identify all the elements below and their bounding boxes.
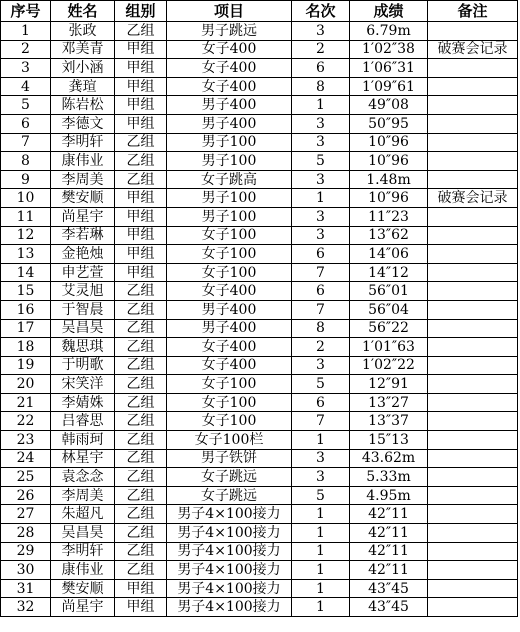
cell-event: 男子4×100接力	[167, 598, 292, 617]
cell-name: 宋笑洋	[51, 375, 115, 394]
cell-group: 甲组	[115, 245, 167, 264]
cell-score: 43″45	[350, 579, 428, 598]
cell-rank: 1	[292, 431, 350, 450]
cell-event: 男子400	[167, 96, 292, 115]
cell-name: 艾灵旭	[51, 282, 115, 301]
cell-score: 1.48m	[350, 170, 428, 189]
cell-rank: 1	[292, 524, 350, 543]
cell-group: 乙组	[115, 319, 167, 338]
cell-group: 甲组	[115, 207, 167, 226]
cell-rank: 1	[292, 598, 350, 617]
cell-rank: 2	[292, 40, 350, 59]
cell-event: 女子100	[167, 412, 292, 431]
cell-group: 乙组	[115, 300, 167, 319]
cell-rank: 1	[292, 96, 350, 115]
cell-rank: 5	[292, 486, 350, 505]
cell-no: 13	[1, 245, 51, 264]
cell-no: 7	[1, 133, 51, 152]
cell-event: 男子100	[167, 207, 292, 226]
cell-note	[428, 449, 518, 468]
cell-note	[428, 22, 518, 41]
cell-note	[428, 263, 518, 282]
cell-no: 11	[1, 207, 51, 226]
cell-event: 男子100	[167, 133, 292, 152]
cell-group: 乙组	[115, 22, 167, 41]
cell-event: 女子100	[167, 375, 292, 394]
cell-score: 11″23	[350, 207, 428, 226]
cell-name: 陈岩松	[51, 96, 115, 115]
cell-rank: 1	[292, 542, 350, 561]
cell-note	[428, 319, 518, 338]
cell-name: 刘小涵	[51, 59, 115, 78]
cell-group: 乙组	[115, 338, 167, 357]
cell-event: 女子400	[167, 40, 292, 59]
cell-score: 12″91	[350, 375, 428, 394]
table-row	[1, 189, 518, 208]
cell-rank: 5	[292, 152, 350, 171]
cell-group: 甲组	[115, 114, 167, 133]
cell-note	[428, 561, 518, 580]
cell-score: 6.79m	[350, 22, 428, 41]
column-header-note: 备注	[428, 1, 518, 22]
cell-event: 女子跳高	[167, 170, 292, 189]
cell-no: 32	[1, 598, 51, 617]
cell-note	[428, 226, 518, 245]
cell-no: 31	[1, 579, 51, 598]
cell-rank: 3	[292, 170, 350, 189]
table-row	[1, 152, 518, 171]
cell-group: 甲组	[115, 59, 167, 78]
cell-score: 14″06	[350, 245, 428, 264]
cell-note	[428, 393, 518, 412]
table-row	[1, 114, 518, 133]
table-row	[1, 170, 518, 189]
table-row	[1, 40, 518, 59]
cell-group: 甲组	[115, 40, 167, 59]
column-header-group: 组别	[115, 1, 167, 22]
cell-no: 28	[1, 524, 51, 543]
cell-event: 女子100	[167, 263, 292, 282]
cell-note	[428, 245, 518, 264]
cell-no: 29	[1, 542, 51, 561]
cell-group: 乙组	[115, 152, 167, 171]
cell-rank: 6	[292, 59, 350, 78]
cell-rank: 3	[292, 114, 350, 133]
cell-group: 甲组	[115, 77, 167, 96]
cell-name: 金艳烛	[51, 245, 115, 264]
cell-rank: 6	[292, 245, 350, 264]
cell-rank: 1	[292, 579, 350, 598]
cell-no: 22	[1, 412, 51, 431]
cell-no: 5	[1, 96, 51, 115]
cell-score: 1′06″31	[350, 59, 428, 78]
cell-name: 韩雨珂	[51, 431, 115, 450]
cell-group: 甲组	[115, 579, 167, 598]
column-header-event: 项目	[167, 1, 292, 22]
cell-event: 女子100栏	[167, 431, 292, 450]
cell-name: 林星宇	[51, 449, 115, 468]
table-row	[1, 338, 518, 357]
cell-score: 1′02″22	[350, 356, 428, 375]
table-header	[1, 1, 518, 22]
cell-note	[428, 598, 518, 617]
cell-no: 15	[1, 282, 51, 301]
cell-rank: 6	[292, 393, 350, 412]
cell-name: 李若琳	[51, 226, 115, 245]
table-row	[1, 263, 518, 282]
cell-name: 龚瑄	[51, 77, 115, 96]
header-row	[1, 1, 518, 22]
cell-event: 男子100	[167, 152, 292, 171]
cell-rank: 1	[292, 561, 350, 580]
table-row	[1, 393, 518, 412]
cell-score: 43″45	[350, 598, 428, 617]
cell-name: 李明轩	[51, 542, 115, 561]
cell-name: 康伟业	[51, 561, 115, 580]
cell-score: 56″04	[350, 300, 428, 319]
cell-group: 甲组	[115, 263, 167, 282]
table-row	[1, 245, 518, 264]
cell-rank: 2	[292, 338, 350, 357]
cell-rank: 3	[292, 207, 350, 226]
cell-name: 吴昌昊	[51, 319, 115, 338]
cell-name: 樊安顺	[51, 189, 115, 208]
cell-event: 男子4×100接力	[167, 524, 292, 543]
cell-score: 4.95m	[350, 486, 428, 505]
cell-name: 尚星宇	[51, 207, 115, 226]
table-row	[1, 300, 518, 319]
table-row	[1, 524, 518, 543]
cell-group: 乙组	[115, 412, 167, 431]
cell-rank: 3	[292, 226, 350, 245]
cell-note	[428, 96, 518, 115]
cell-group: 乙组	[115, 542, 167, 561]
cell-group: 乙组	[115, 524, 167, 543]
cell-note	[428, 468, 518, 487]
cell-event: 男子跳远	[167, 22, 292, 41]
cell-score: 10″96	[350, 133, 428, 152]
cell-no: 23	[1, 431, 51, 450]
cell-group: 乙组	[115, 486, 167, 505]
cell-score: 5.33m	[350, 468, 428, 487]
cell-name: 尚星宇	[51, 598, 115, 617]
cell-no: 20	[1, 375, 51, 394]
cell-rank: 1	[292, 189, 350, 208]
column-header-name: 姓名	[51, 1, 115, 22]
cell-name: 康伟业	[51, 152, 115, 171]
cell-score: 13″27	[350, 393, 428, 412]
cell-name: 李德文	[51, 114, 115, 133]
cell-group: 乙组	[115, 170, 167, 189]
cell-score: 13″62	[350, 226, 428, 245]
cell-no: 12	[1, 226, 51, 245]
cell-event: 女子100	[167, 245, 292, 264]
cell-score: 10″96	[350, 189, 428, 208]
cell-event: 男子铁饼	[167, 449, 292, 468]
table-body	[1, 22, 518, 617]
cell-score: 13″37	[350, 412, 428, 431]
cell-score: 1′01″63	[350, 338, 428, 357]
cell-name: 袁念念	[51, 468, 115, 487]
cell-note	[428, 114, 518, 133]
cell-rank: 3	[292, 449, 350, 468]
cell-note	[428, 338, 518, 357]
cell-no: 17	[1, 319, 51, 338]
cell-note	[428, 170, 518, 189]
cell-score: 42″11	[350, 542, 428, 561]
table-row	[1, 59, 518, 78]
cell-no: 3	[1, 59, 51, 78]
cell-rank: 6	[292, 282, 350, 301]
cell-group: 乙组	[115, 449, 167, 468]
cell-rank: 7	[292, 412, 350, 431]
cell-group: 乙组	[115, 133, 167, 152]
cell-note	[428, 133, 518, 152]
cell-rank: 3	[292, 468, 350, 487]
cell-rank: 3	[292, 133, 350, 152]
cell-note	[428, 207, 518, 226]
cell-group: 甲组	[115, 598, 167, 617]
cell-score: 56″22	[350, 319, 428, 338]
cell-rank: 7	[292, 300, 350, 319]
cell-event: 女子400	[167, 59, 292, 78]
cell-no: 24	[1, 449, 51, 468]
cell-score: 42″11	[350, 561, 428, 580]
table-row	[1, 468, 518, 487]
cell-group: 乙组	[115, 468, 167, 487]
table-row	[1, 226, 518, 245]
cell-group: 甲组	[115, 226, 167, 245]
cell-group: 甲组	[115, 189, 167, 208]
cell-event: 女子跳远	[167, 486, 292, 505]
cell-note	[428, 579, 518, 598]
cell-no: 30	[1, 561, 51, 580]
cell-rank: 1	[292, 505, 350, 524]
cell-rank: 8	[292, 77, 350, 96]
cell-no: 18	[1, 338, 51, 357]
cell-note	[428, 542, 518, 561]
cell-score: 43.62m	[350, 449, 428, 468]
cell-rank: 7	[292, 263, 350, 282]
cell-no: 8	[1, 152, 51, 171]
cell-group: 甲组	[115, 96, 167, 115]
cell-name: 魏思琪	[51, 338, 115, 357]
cell-name: 于明歌	[51, 356, 115, 375]
cell-no: 6	[1, 114, 51, 133]
table-row	[1, 598, 518, 617]
cell-event: 男子400	[167, 319, 292, 338]
cell-group: 乙组	[115, 561, 167, 580]
cell-event: 男子4×100接力	[167, 505, 292, 524]
cell-event: 女子400	[167, 356, 292, 375]
cell-note	[428, 59, 518, 78]
cell-group: 乙组	[115, 505, 167, 524]
column-header-score: 成绩	[350, 1, 428, 22]
table-row	[1, 579, 518, 598]
cell-rank: 3	[292, 356, 350, 375]
table-row	[1, 449, 518, 468]
cell-score: 10″96	[350, 152, 428, 171]
cell-no: 19	[1, 356, 51, 375]
cell-name: 李明轩	[51, 133, 115, 152]
cell-group: 乙组	[115, 375, 167, 394]
cell-score: 42″11	[350, 524, 428, 543]
cell-note	[428, 300, 518, 319]
cell-event: 男子4×100接力	[167, 579, 292, 598]
cell-note	[428, 431, 518, 450]
cell-score: 49″08	[350, 96, 428, 115]
cell-group: 乙组	[115, 431, 167, 450]
cell-note	[428, 375, 518, 394]
cell-event: 女子400	[167, 282, 292, 301]
cell-event: 女子400	[167, 338, 292, 357]
cell-note	[428, 152, 518, 171]
table-row	[1, 431, 518, 450]
cell-note	[428, 505, 518, 524]
table-row	[1, 561, 518, 580]
cell-no: 9	[1, 170, 51, 189]
cell-name: 樊安顺	[51, 579, 115, 598]
cell-name: 张政	[51, 22, 115, 41]
cell-group: 乙组	[115, 393, 167, 412]
cell-no: 26	[1, 486, 51, 505]
cell-no: 4	[1, 77, 51, 96]
cell-rank: 3	[292, 22, 350, 41]
cell-no: 27	[1, 505, 51, 524]
cell-score: 14″12	[350, 263, 428, 282]
cell-no: 14	[1, 263, 51, 282]
cell-score: 56″01	[350, 282, 428, 301]
table-row	[1, 96, 518, 115]
cell-event: 男子400	[167, 300, 292, 319]
table-row	[1, 133, 518, 152]
table-row	[1, 412, 518, 431]
cell-event: 男子100	[167, 189, 292, 208]
cell-name: 申艺萱	[51, 263, 115, 282]
cell-note	[428, 412, 518, 431]
cell-no: 16	[1, 300, 51, 319]
cell-rank: 5	[292, 375, 350, 394]
cell-score: 1′02″38	[350, 40, 428, 59]
cell-no: 10	[1, 189, 51, 208]
cell-group: 乙组	[115, 282, 167, 301]
column-header-no: 序号	[1, 1, 51, 22]
cell-event: 男子400	[167, 114, 292, 133]
table-row	[1, 319, 518, 338]
cell-event: 女子100	[167, 393, 292, 412]
cell-no: 1	[1, 22, 51, 41]
cell-name: 于智晨	[51, 300, 115, 319]
cell-no: 21	[1, 393, 51, 412]
cell-note	[428, 77, 518, 96]
table-row	[1, 22, 518, 41]
cell-event: 男子4×100接力	[167, 542, 292, 561]
table-row	[1, 486, 518, 505]
cell-name: 李周美	[51, 170, 115, 189]
cell-note	[428, 524, 518, 543]
cell-note	[428, 486, 518, 505]
cell-no: 2	[1, 40, 51, 59]
cell-event: 女子400	[167, 77, 292, 96]
table-row	[1, 375, 518, 394]
cell-rank: 8	[292, 319, 350, 338]
cell-group: 乙组	[115, 356, 167, 375]
cell-name: 李婧姝	[51, 393, 115, 412]
cell-event: 女子跳远	[167, 468, 292, 487]
cell-score: 15″13	[350, 431, 428, 450]
table-row	[1, 282, 518, 301]
cell-event: 女子100	[167, 226, 292, 245]
column-header-rank: 名次	[292, 1, 350, 22]
cell-note	[428, 356, 518, 375]
cell-note: 破赛会记录	[428, 189, 518, 208]
cell-score: 42″11	[350, 505, 428, 524]
cell-score: 50″95	[350, 114, 428, 133]
table-row	[1, 207, 518, 226]
cell-no: 25	[1, 468, 51, 487]
cell-name: 李周美	[51, 486, 115, 505]
cell-note: 破赛会记录	[428, 40, 518, 59]
table-row	[1, 356, 518, 375]
cell-name: 邓美青	[51, 40, 115, 59]
cell-name: 朱超凡	[51, 505, 115, 524]
table-row	[1, 542, 518, 561]
table-row	[1, 505, 518, 524]
table-row	[1, 77, 518, 96]
cell-name: 吴昌昊	[51, 524, 115, 543]
cell-score: 1′09″61	[350, 77, 428, 96]
cell-event: 男子4×100接力	[167, 561, 292, 580]
cell-name: 吕睿思	[51, 412, 115, 431]
cell-note	[428, 282, 518, 301]
